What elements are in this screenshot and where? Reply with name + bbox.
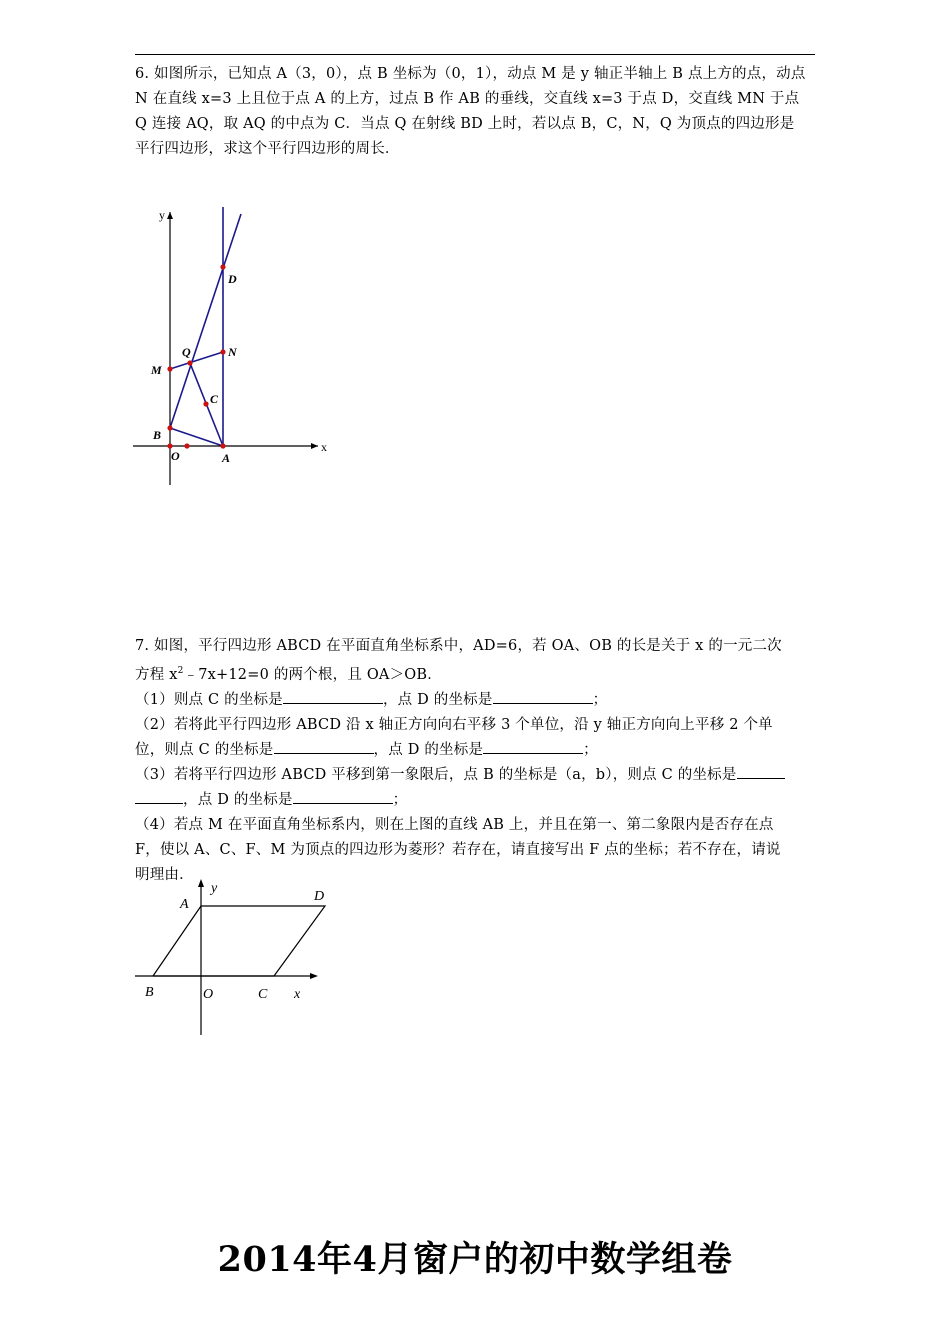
label-B: B — [153, 428, 162, 442]
label-O: O — [171, 449, 180, 463]
q7-intro-line1: 7. 如图，平行四边形 ABCD 在平面直角坐标系中，AD=6，若 OA、OB 的长是关于 x 的一元二次 — [135, 638, 782, 654]
label-A: A — [180, 897, 189, 912]
q7-part2-end: ； — [583, 741, 598, 758]
label-N: N — [228, 345, 237, 359]
label-C: C — [258, 987, 268, 1002]
document-title: 2014年4月窗户的初中数学组卷 — [217, 1239, 733, 1280]
q7-equation-b: ﹣7x+12=0 的两个根，且 OA＞OB． — [183, 666, 442, 683]
q7-part4-line: （4）若点 M 在平面直角坐标系内，则在上图的直线 AB 上，并且在第一、第二象限内是否存在点 — [135, 816, 774, 833]
q7-part3-mid: ，点 D 的坐标是 — [183, 791, 293, 808]
q7-part1-mid: ，点 D 的坐标是 — [382, 691, 493, 708]
q7-y-arrow — [198, 879, 204, 887]
label-D: D — [228, 272, 237, 286]
label-O: O — [203, 987, 214, 1002]
q7-part3-end: ； — [392, 791, 408, 808]
q7-equation-a: 方程 x — [135, 666, 178, 683]
label-B: B — [145, 985, 154, 1000]
q7-part3-prompt: （3）若将平行四边形 ABCD 平移到第一象限后，点 B 的坐标是（a，b），则点 C 的坐标是 — [135, 766, 737, 783]
q6-line: Q 连接 AQ，取 AQ 的中点为 C．当点 Q 在射线 BD 上时，若以点 B，C，N，Q 为顶点的四边形是 — [135, 116, 795, 132]
q6-line: N 在直线 x=3 上且位于点 A 的上方，过点 B 作 AB 的垂线，交直线 x=3 于点 D，交直线 MN 于点 — [135, 91, 800, 107]
label-x: x — [321, 440, 327, 454]
q7-part1-prompt: （1）则点 C 的坐标是 — [135, 691, 283, 708]
q7-part1-end: ； — [592, 691, 608, 708]
label-D: D — [314, 889, 325, 904]
q7-part2-mid: ，点 D 的坐标是 — [373, 741, 484, 758]
q7-part2-line1: （2）若将此平行四边形 ABCD 沿 x 轴正方向向右平移 3 个单位，沿 y 轴正方向向上平移 2 个单 — [135, 716, 773, 733]
q7-part4-line: 明理由． — [135, 866, 194, 883]
q7-x-arrow — [310, 973, 318, 979]
q6-line: 6. 如图所示，已知点 A（3，0），点 B 坐标为（0，1），动点 M 是 y 轴正半轴上 B 点上方的点，动点 — [135, 66, 806, 82]
q7-part4-line: F，使以 A、C、F、M 为顶点的四边形为菱形？若存在，请直接写出 F 点的坐标；若不存在，请说 — [135, 841, 781, 858]
parallelogram-ABCD — [153, 906, 325, 976]
label-x: x — [294, 987, 301, 1002]
label-A: A — [222, 451, 231, 465]
label-M: M — [151, 363, 162, 377]
label-y: y — [211, 881, 218, 896]
label-y: y — [159, 208, 165, 222]
q6-line: 平行四边形，求这个平行四边形的周长． — [135, 141, 400, 157]
label-Q: Q — [182, 345, 191, 359]
q7-equation-exponent: 2 — [177, 666, 184, 676]
q7-part2-prompt: 位，则点 C 的坐标是 — [135, 741, 274, 758]
label-C: C — [210, 392, 219, 406]
